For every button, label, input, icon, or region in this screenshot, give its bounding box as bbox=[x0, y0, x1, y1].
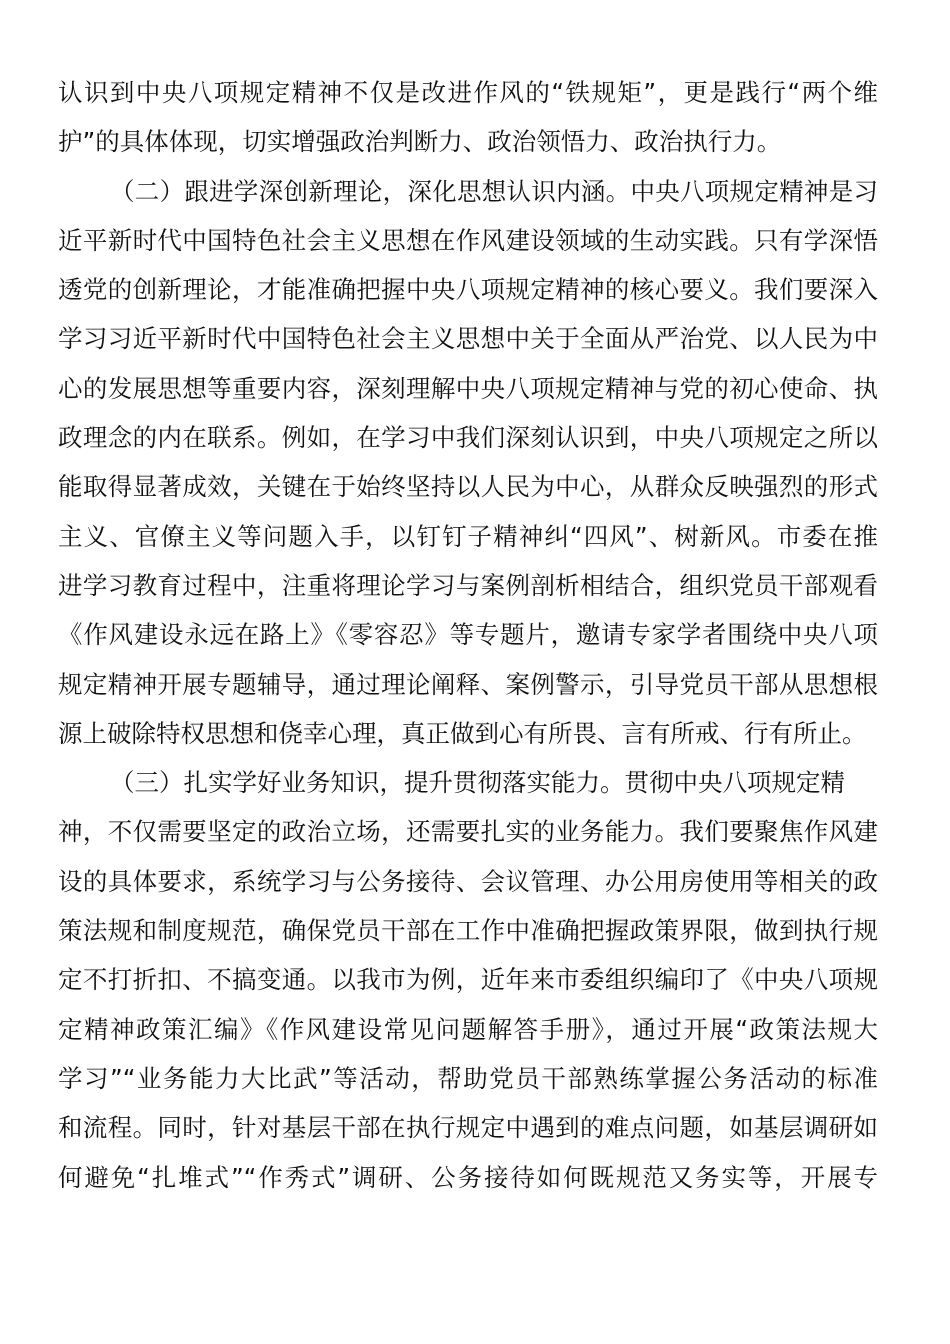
text-line: 能取得显著成效，关键在于始终坚持以人民为中心，从群众反映强烈的形式 bbox=[58, 472, 878, 502]
text-line: 心的发展思想等重要内容，深刻理解中央八项规定精神与党的初心使命、执 bbox=[58, 373, 878, 403]
section-heading-line: （三）扎实学好业务知识，提升贯彻落实能力。贯彻中央八项规定精 bbox=[110, 768, 845, 798]
text-line: 策法规和制度规范，确保党员干部在工作中准确把握政策界限，做到执行规 bbox=[58, 916, 878, 946]
text-line: 定精神政策汇编》《作风建设常见问题解答手册》，通过开展“政策法规大 bbox=[58, 1014, 878, 1044]
text-line: 政理念的内在联系。例如，在学习中我们深刻认识到，中央八项规定之所以 bbox=[58, 423, 878, 453]
text-line: 设的具体要求，系统学习与公务接待、会议管理、办公用房使用等相关的政 bbox=[58, 866, 878, 896]
text-line: 近平新时代中国特色社会主义思想在作风建设领域的生动实践。只有学深悟 bbox=[58, 225, 878, 255]
section-heading-line: （二）跟进学深创新理论，深化思想认识内涵。中央八项规定精神是习 bbox=[110, 176, 878, 206]
text-line: 护”的具体体现，切实增强政治判断力、政治领悟力、政治执行力。 bbox=[58, 127, 782, 157]
text-line: 主义、官僚主义等问题入手，以钉钉子精神纠“四风”、树新风。市委在推 bbox=[58, 521, 878, 551]
text-line: 规定精神开展专题辅导，通过理论阐释、案例警示，引导党员干部从思想根 bbox=[58, 669, 878, 699]
text-line: 源上破除特权思想和侥幸心理，真正做到心有所畏、言有所戒、行有所止。 bbox=[58, 718, 867, 748]
text-line: 学习习近平新时代中国特色社会主义思想中关于全面从严治党、以人民为中 bbox=[58, 324, 878, 354]
document-body bbox=[58, 68, 878, 1202]
text-line: 定不打折扣、不搞变通。以我市为例，近年来市委组织编印了《中央八项规 bbox=[58, 965, 878, 995]
text-line: 和流程。同时，针对基层干部在执行规定中遇到的难点问题，如基层调研如 bbox=[58, 1113, 878, 1143]
text-line: 透党的创新理论，才能准确把握中央八项规定精神的核心要义。我们要深入 bbox=[58, 275, 878, 305]
text-line: 何避免“扎堆式”“作秀式”调研、公务接待如何既规范又务实等，开展专 bbox=[58, 1162, 878, 1192]
text-line: 认识到中央八项规定精神不仅是改进作风的“铁规矩”，更是践行“两个维 bbox=[58, 78, 878, 107]
text-line: 学习”“业务能力大比武”等活动，帮助党员干部熟练掌握公务活动的标准 bbox=[58, 1063, 878, 1093]
text-line: 神，不仅需要坚定的政治立场，还需要扎实的业务能力。我们要聚焦作风建 bbox=[58, 817, 878, 847]
text-line: 《作风建设永远在路上》《零容忍》等专题片，邀请专家学者围绕中央八项 bbox=[58, 620, 878, 650]
text-line: 进学习教育过程中，注重将理论学习与案例剖析相结合，组织党员干部观看 bbox=[58, 570, 878, 600]
